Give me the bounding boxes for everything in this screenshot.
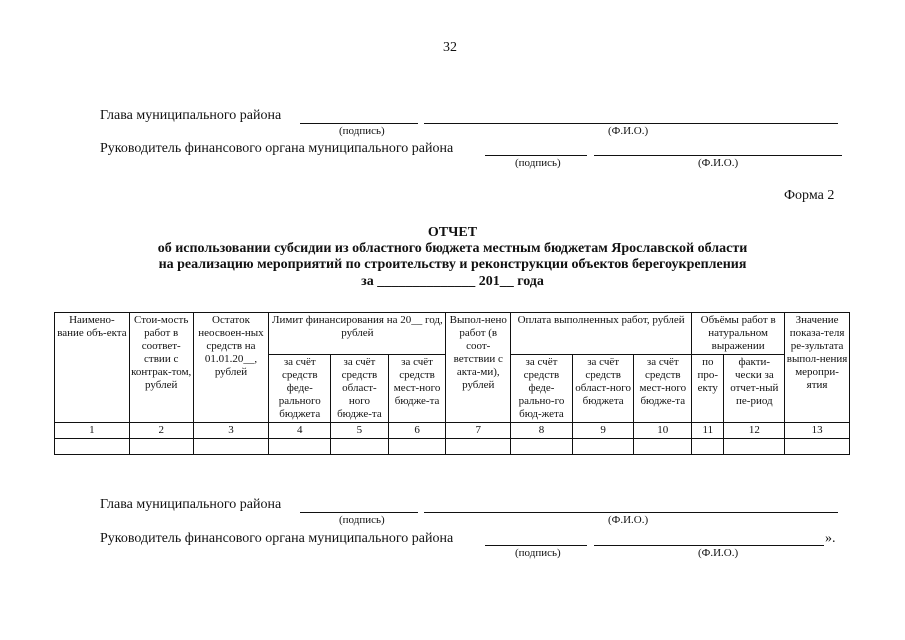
subheader-local: за счёт средств мест-ного бюдже-та [388,355,446,423]
subheader-federal: за счёт средств феде-рального бюджета [269,355,331,423]
col-header-volume: Объёмы работ в натуральном выражении [692,313,785,355]
column-number: 1 [55,423,130,439]
empty-cell [269,439,331,455]
subheader-federal-paid: за счёт средств феде-рально-го бюд-жета [511,355,573,423]
col-header-limit: Лимит финансирования на 20__ год, рублей [269,313,446,355]
empty-cell [446,439,511,455]
empty-cell [193,439,269,455]
fin-signature-line [485,155,587,156]
empty-cell [724,439,785,455]
report-subtitle-line1: об использовании субсидии из областного бюджета местным бюджетам Ярославской области [157,241,748,256]
head-sign-caption: (подпись) [339,125,385,137]
head-name-caption-bottom: (Ф.И.О.) [608,514,649,526]
col-header-name: Наимено-вание объ-екта [55,313,130,423]
empty-cell [572,439,634,455]
empty-cell [129,439,193,455]
closing-quote: ». [825,531,836,546]
fin-sign-caption: (подпись) [515,157,561,169]
fin-name-caption: (Ф.И.О.) [698,157,739,169]
column-number: 11 [692,423,724,439]
table-empty-row [55,439,850,455]
column-number: 12 [724,423,785,439]
report-period: за ______________ 201__ года [361,274,544,289]
report-title: ОТЧЕТ [427,225,478,240]
column-number: 13 [785,423,850,439]
report-table [54,312,850,455]
head-sign-caption-bottom: (подпись) [339,514,385,526]
subheader-local-paid: за счёт средств мест-ного бюдже-та [634,355,692,423]
column-number-row [55,423,850,439]
fin-name-caption-bottom: (Ф.И.О.) [698,547,739,559]
empty-cell [388,439,446,455]
subheader-project: по про-екту [692,355,724,423]
column-number: 7 [446,423,511,439]
page-number: 32 [443,40,457,55]
head-signature-line [300,123,418,124]
subheader-regional: за счёт средств област-ного бюдже-та [331,355,389,423]
column-number: 4 [269,423,331,439]
column-number: 8 [511,423,573,439]
column-number: 5 [331,423,389,439]
column-number: 3 [193,423,269,439]
empty-cell [634,439,692,455]
empty-cell [331,439,389,455]
head-label-bottom: Глава муниципального района [100,497,282,512]
subheader-fact: факти-чески за отчет-ный пе-риод [724,355,785,423]
col-header-done: Выпол-нено работ (в соот-ветствии с акта-ми), рублей [446,313,511,423]
empty-cell [55,439,130,455]
col-header-cost: Стои-мость работ в соответ-ствии с контрак-том, рублей [129,313,193,423]
fin-name-line-bottom [594,545,824,546]
report-subtitle-line2: на реализацию мероприятий по строительству и реконструкции объектов берегоукрепления [158,257,747,272]
column-number: 2 [129,423,193,439]
fin-signature-line-bottom [485,545,587,546]
column-number: 10 [634,423,692,439]
head-signature-line-bottom [300,512,418,513]
column-number: 9 [572,423,634,439]
column-number: 6 [388,423,446,439]
col-header-paid: Оплата выполненных работ, рублей [511,313,692,355]
fin-label-bottom: Руководитель финансового органа муниципального района [100,531,454,546]
fin-sign-caption-bottom: (подпись) [515,547,561,559]
head-name-line [424,123,838,124]
empty-cell [785,439,850,455]
subheader-regional-paid: за счёт средств област-ного бюджета [572,355,634,423]
col-header-result: Значение показа-теля ре-зультата выпол-нения меропри-ятия [785,313,850,423]
fin-name-line [594,155,842,156]
head-name-caption: (Ф.И.О.) [608,125,649,137]
head-name-line-bottom [424,512,838,513]
empty-cell [511,439,573,455]
fin-label: Руководитель финансового органа муниципального района [100,141,454,156]
head-label: Глава муниципального района [100,108,282,123]
form-label: Форма 2 [784,188,835,203]
col-header-rest: Остаток неосвоен-ных средств на 01.01.20__, рублей [193,313,269,423]
empty-cell [692,439,724,455]
table-header-row [55,313,850,355]
